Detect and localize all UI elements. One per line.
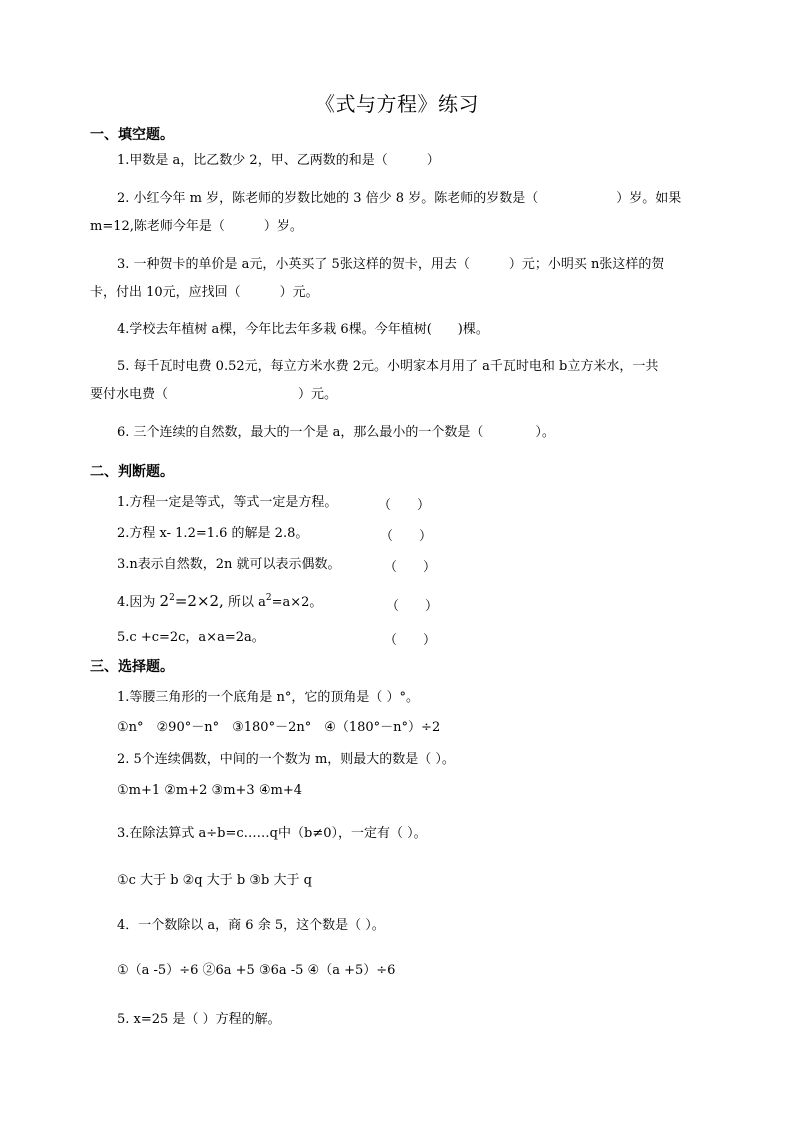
choice-question-4-options: ①（a -5）÷6 ②6a +5 ③6a -5 ④（a +5）÷6	[117, 963, 396, 978]
fill-question-5-line-1: 5. 每千瓦时电费 0.52元，每立方米水费 2元。小明家本月用了 a千瓦时电和 b立方米水，一共	[117, 359, 659, 374]
judge-answer-blank-1[interactable]: （ ）	[378, 498, 431, 513]
judge-q4-base: 2	[159, 592, 170, 610]
choice-question-4: 4．一个数除以 a，商 6 余 5，这个数是（ ）。	[117, 918, 385, 933]
judge-question-5: 5.c +c=2c，a×a=2a。	[117, 630, 265, 645]
section-choice-heading: 三、选择题。	[90, 659, 174, 675]
fill-question-2-line-2: m=12,陈老师今年是（ ）岁。	[90, 219, 303, 234]
fill-question-1: 1.甲数是 a，比乙数少 2，甲、乙两数的和是（ ）	[117, 153, 440, 168]
fill-question-3-line-1: 3. 一种贺卡的单价是 a元，小英买了 5张这样的贺卡，用去（ ）元；小明买 n张这样的贺	[117, 257, 665, 272]
judge-q4-exponent-2: 2	[265, 593, 272, 603]
judge-answer-blank-3[interactable]: （ ）	[384, 560, 437, 575]
judge-answer-blank-2[interactable]: （ ）	[380, 529, 433, 544]
choice-question-2-options: ①m+1 ②m+2 ③m+3 ④m+4	[117, 783, 302, 798]
judge-q4-so: 所以 a	[227, 595, 266, 610]
judge-answer-blank-4[interactable]: （ ）	[386, 599, 439, 614]
judge-q4-expansion: =2×2,	[174, 592, 224, 610]
section-fill-heading: 一、填空题。	[90, 127, 174, 143]
fill-question-6: 6. 三个连续的自然数，最大的一个是 a，那么最小的一个数是（ ）。	[117, 425, 555, 440]
page-title: 《式与方程》练习	[315, 92, 479, 116]
judge-q4-prefix: 4.因为	[117, 595, 156, 610]
judge-question-3: 3.n表示自然数，2n 就可以表示偶数。	[117, 557, 341, 572]
fill-question-4: 4.学校去年植树 a棵，今年比去年多栽 6棵。今年植树( )棵。	[117, 322, 489, 337]
fill-question-3-line-2: 卡，付出 10元，应找回（ ）元。	[90, 285, 319, 300]
choice-question-1-options: ①n° ②90°－n° ③180°－2n° ④（180°－n°）÷2	[117, 720, 441, 735]
judge-q4-exponent: 2	[169, 593, 175, 603]
judge-question-2: 2.方程 x- 1.2=1.6 的解是 2.8。	[117, 526, 309, 541]
section-judge-heading: 二、判断题。	[90, 464, 174, 480]
choice-question-3-options: ①c 大于 b ②q 大于 b ③b 大于 q	[117, 873, 312, 888]
judge-question-1: 1.方程一定是等式，等式一定是方程。	[117, 495, 338, 510]
choice-question-5: 5. x=25 是（ ）方程的解。	[117, 1012, 281, 1027]
fill-question-2-line-1: 2. 小红今年 m 岁，陈老师的岁数比她的 3 倍少 8 岁。陈老师的岁数是（ ）岁。如果	[117, 191, 682, 206]
fill-question-5-line-2: 要付水电费（ ）元。	[90, 387, 338, 402]
choice-question-1: 1.等腰三角形的一个底角是 n°，它的顶角是（ ）°。	[117, 690, 420, 705]
judge-question-4	[117, 592, 322, 612]
judge-q4-end: =a×2。	[271, 595, 323, 610]
choice-question-2: 2. 5个连续偶数，中间的一个数为 m，则最大的数是（ ）。	[117, 752, 455, 767]
judge-answer-blank-5[interactable]: （ ）	[384, 633, 437, 648]
choice-question-3: 3.在除法算式 a÷b=c……q中（b≠0），一定有（ ）。	[117, 826, 427, 841]
